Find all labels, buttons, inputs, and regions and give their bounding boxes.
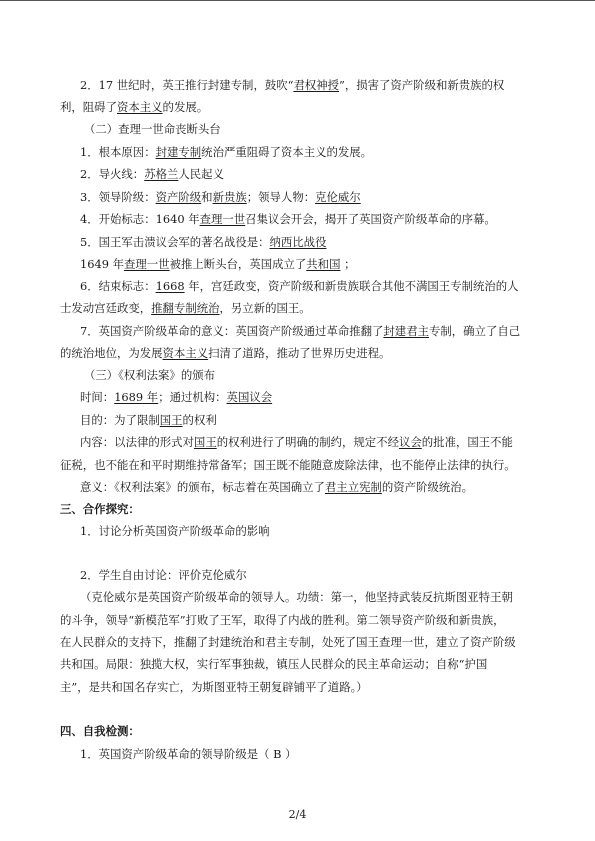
- text-line: [80, 390, 272, 405]
- text-segment: 2．学生自由讨论：评价克伦威尔: [80, 568, 247, 582]
- text-segment: 的资产阶级统治。: [381, 480, 474, 494]
- underlined-answer: 查理一世: [124, 257, 170, 271]
- underlined-answer: 查理一世: [199, 212, 246, 226]
- underlined-answer: 资本主义: [162, 346, 209, 360]
- text-segment: 三、合作探究：: [60, 502, 140, 516]
- text-line: [60, 635, 516, 650]
- text-segment: 7．英国资产阶级革命的意义：英国资产阶级通过革命推翻了: [80, 324, 384, 338]
- text-line: [80, 435, 513, 450]
- text-segment: 1．英国资产阶级革命的领导阶级是（ B ）: [80, 747, 297, 761]
- underlined-answer: 封建专制: [155, 145, 202, 159]
- text-segment: ；通过机构：: [158, 390, 227, 404]
- text-segment: 目的：为了限制: [80, 413, 160, 427]
- text-line: [80, 190, 361, 205]
- text-line: [80, 145, 372, 160]
- text-segment: 的批准，国王不能: [421, 435, 513, 449]
- underlined-answer: 资产阶级: [155, 190, 202, 204]
- text-line: [80, 568, 247, 583]
- underlined-answer: 议会: [398, 435, 422, 449]
- text-line: [80, 747, 297, 762]
- text-segment: 年，宫廷政变，资产阶级和新贵族联合其他不满国王专制统治的人: [184, 279, 519, 293]
- underlined-answer: 新贵族: [212, 190, 247, 204]
- text-line: [60, 724, 140, 739]
- text-segment: ；: [340, 257, 356, 271]
- text-segment: 扫清了道路，推动了世界历史进程。: [208, 346, 391, 360]
- text-segment: 6．结束标志：: [80, 279, 156, 293]
- text-segment: 主”，是共和国名存实亡，为斯图亚特王朝复辟铺平了道路。）: [60, 680, 368, 694]
- text-segment: （二）查理一世命丧断头台: [84, 122, 221, 136]
- text-segment: 5．国王军击溃议会军的著名战役是：: [80, 235, 270, 249]
- page-number: 2/4: [288, 808, 307, 821]
- underlined-answer: 国王: [193, 435, 217, 449]
- text-segment: 意义：《权利法案》的颁布，标志着在英国确立了: [80, 480, 325, 494]
- text-line: [60, 301, 311, 316]
- text-line: [60, 100, 208, 115]
- text-segment: （三）《权利法案》的颁布: [84, 368, 215, 382]
- text-segment: 统治严重阻碍了资本主义的发展。: [201, 145, 373, 159]
- text-segment: 4．开始标志：1640 年: [80, 212, 200, 226]
- underlined-answer: 克伦威尔: [315, 190, 361, 204]
- text-segment: （克伦威尔是英国资产阶级革命的领导人。功绩：第一，他坚持武装反抗斯图亚特王朝: [80, 590, 513, 604]
- text-segment: 时间：: [80, 390, 115, 404]
- text-segment: 人民起义: [178, 167, 224, 181]
- text-line: [60, 346, 390, 361]
- underlined-answer: 纳西比战役: [269, 235, 327, 249]
- underlined-answer: 推翻专制统治: [151, 301, 220, 315]
- text-line: [80, 257, 355, 272]
- text-segment: ；领导人物：: [246, 190, 316, 204]
- text-segment: 利，阻碍了: [60, 100, 117, 114]
- text-segment: 专制，确立了自己: [428, 324, 521, 338]
- text-line: [80, 235, 326, 250]
- text-line: [80, 480, 473, 495]
- text-segment: 召集议会开会，揭开了英国资产阶级革命的序幕。: [245, 212, 496, 226]
- text-segment: 2．导火线：: [80, 167, 145, 181]
- text-segment: 的权利: [182, 413, 217, 427]
- text-segment: 的发展。: [162, 100, 209, 114]
- text-line: [80, 78, 504, 93]
- page-top-border: [0, 0, 595, 1]
- text-line: [80, 413, 217, 428]
- underlined-answer: 1689 年: [114, 390, 159, 404]
- text-line: [60, 458, 516, 473]
- underlined-answer: 君权神授: [293, 78, 340, 92]
- underlined-answer: 封建君主: [383, 324, 429, 338]
- text-segment: 士发动宫廷政变，: [60, 301, 152, 315]
- text-segment: ，另立新的国王。: [219, 301, 311, 315]
- text-segment: 2．17 世纪时，英王推行封建专制，鼓吹“: [80, 78, 294, 92]
- underlined-answer: 英国议会: [226, 390, 273, 404]
- text-segment: 1．根本原因：: [80, 145, 156, 159]
- text-line: [60, 680, 368, 695]
- text-segment: 1649 年: [80, 257, 124, 271]
- text-segment: 征税，也不能在和平时期维持常备军；国王既不能随意废除法律，也不能停止法律的执行。: [60, 458, 516, 472]
- text-line: [60, 502, 140, 517]
- underlined-answer: 1668: [155, 279, 185, 293]
- text-segment: 和: [201, 190, 213, 204]
- text-line: [80, 524, 270, 539]
- text-line: [80, 279, 519, 294]
- underlined-answer: 苏格兰: [144, 167, 179, 181]
- text-line: [80, 167, 224, 182]
- text-segment: 四、自我检测：: [60, 724, 140, 738]
- text-segment: 的统治地位，为发展: [60, 346, 163, 360]
- text-segment: 的权利进行了明确的制约，规定不经: [216, 435, 399, 449]
- text-line: [60, 657, 487, 672]
- text-segment: 内容：以法律的形式对: [80, 435, 194, 449]
- text-line: [84, 368, 215, 383]
- underlined-answer: 君主立宪制: [324, 480, 382, 494]
- text-line: [80, 324, 520, 339]
- underlined-answer: 共和国: [306, 257, 341, 271]
- text-segment: 的斗争，领导“新模范军”打败了王军，取得了内战的胜利。第二领导资产阶级和新贵族，: [60, 613, 505, 627]
- text-segment: ”，损害了资产阶级和新贵族的权: [339, 78, 505, 92]
- text-line: [80, 212, 496, 227]
- underlined-answer: 国王: [159, 413, 183, 427]
- text-line: [80, 590, 513, 605]
- text-line: [60, 613, 505, 628]
- text-segment: 3．领导阶级：: [80, 190, 156, 204]
- text-segment: 被推上断头台，英国成立了: [169, 257, 307, 271]
- text-segment: 共和国。局限：独揽大权，实行军事独裁，镇压人民群众的民主革命运动；自称“护国: [60, 657, 488, 671]
- text-segment: 1．讨论分析英国资产阶级革命的影响: [80, 524, 270, 538]
- text-segment: 在人民群众的支持下，推翻了封建统治和君主专制，处死了国王查理一世，建立了资产阶级: [60, 635, 516, 649]
- underlined-answer: 资本主义: [116, 100, 163, 114]
- text-line: [84, 122, 221, 137]
